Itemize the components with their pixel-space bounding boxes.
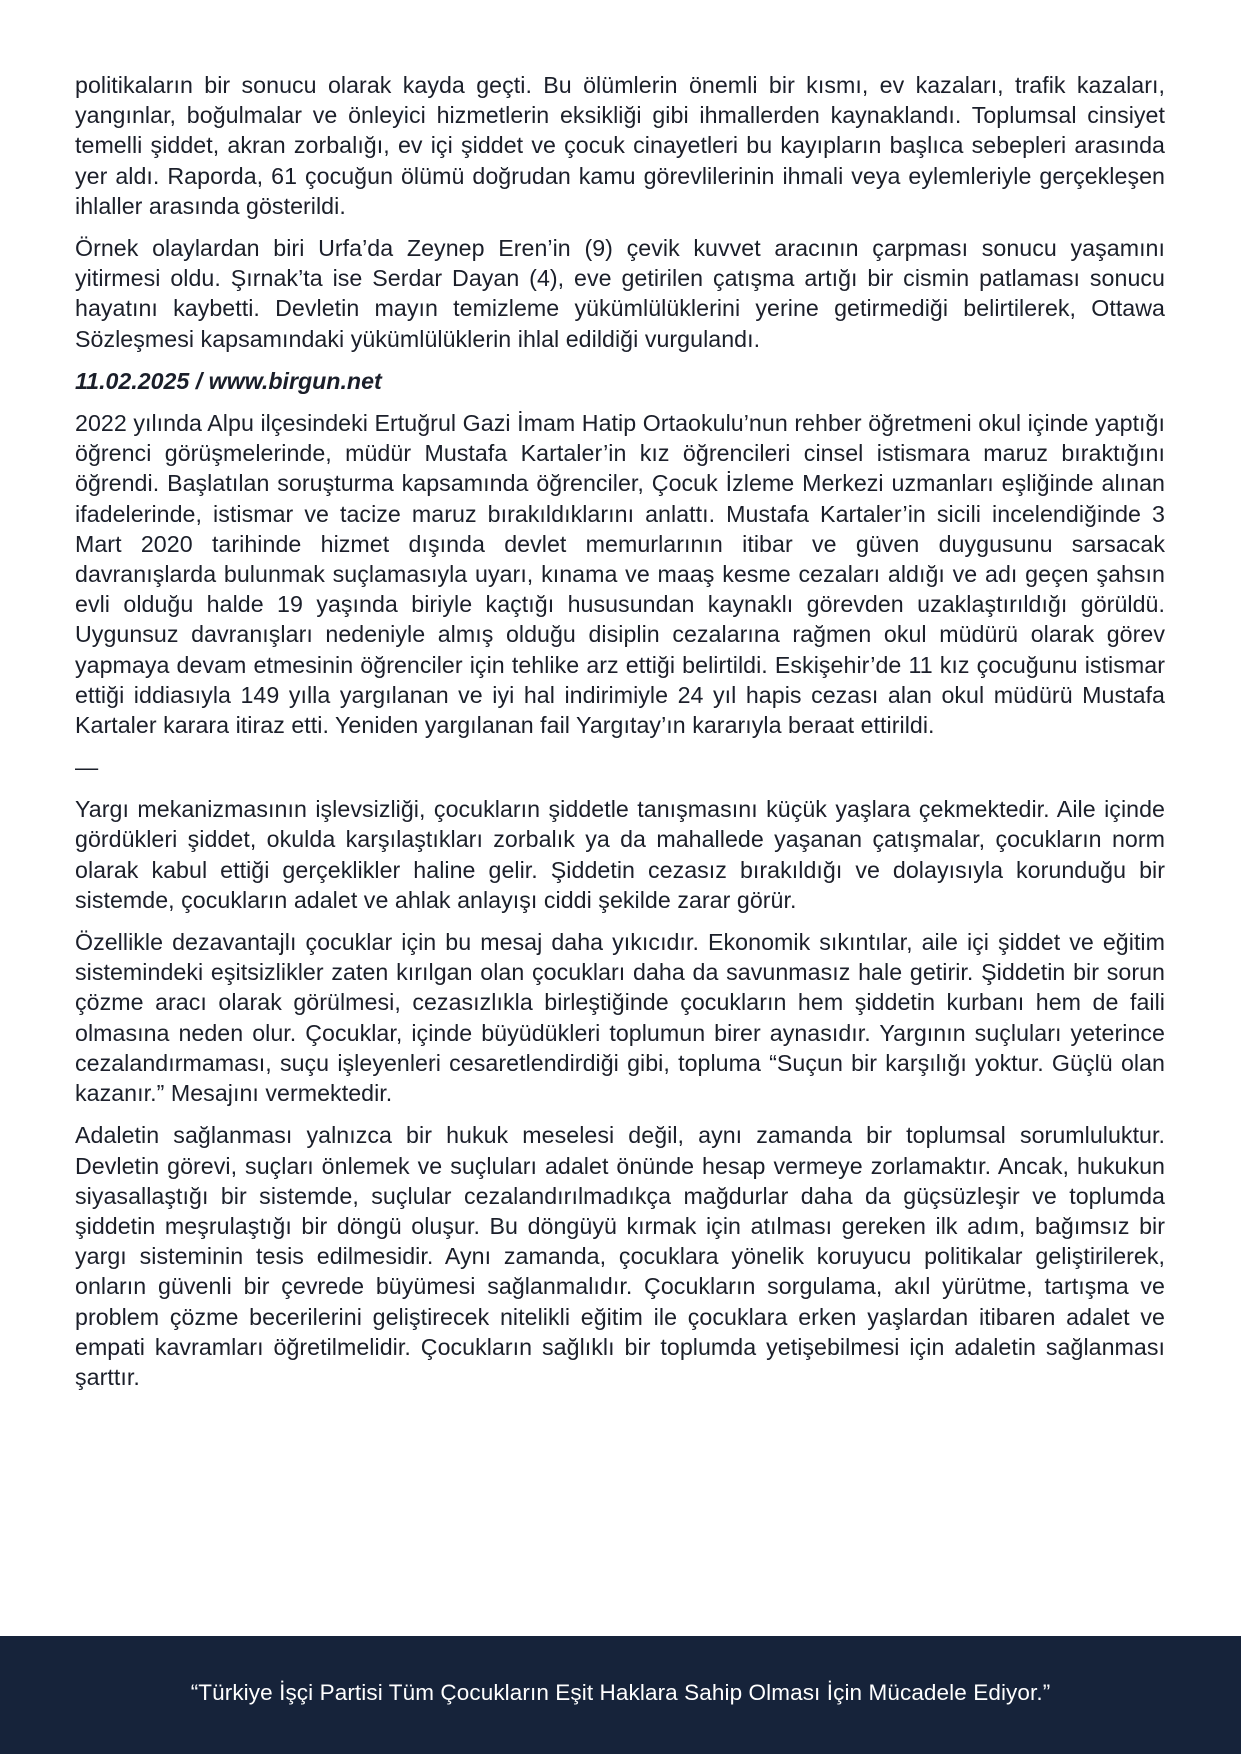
paragraph: Yargı mekanizmasının işlevsizliği, çocukların şiddetle tanışmasını küçük yaşlara çekmektedir. Aile içinde gördükleri şiddet, okulda karşılaştıkları zorbalık ya da mahallede yaşanan çatışmalar, çocukların norm olarak kabul ettiği gerçeklikler haline gelir. Şiddetin cezasız bırakıldığı ve dolayısıyla korunduğu bir sistemde, çocukların adalet ve ahlak anlayışı ciddi şekilde zarar görür. [75,796,1165,913]
section-separator: — [75,754,99,781]
paragraph: Özellikle dezavantajlı çocuklar için bu mesaj daha yıkıcıdır. Ekonomik sıkıntılar, aile içi şiddet ve eğitim sistemindeki eşitsizlikler zaten kırılgan olan çocukları daha da savunmasız hale getirir. Şiddetin bir sorun çözme aracı olarak görülmesi, cezasızlıkla birleştiğinde çocukların hem şiddetin kurbanı hem de faili olmasına neden olur. Çocuklar, içinde büyüdükleri toplumun birer aynasıdır. Yargının suçluları yeterince cezalandırmaması, suçu işleyenleri cesaretlendirdiği gibi, topluma “Suçun bir karşılığı yoktur. Güçlü olan kazanır.” Mesajını vermektedir. [75,929,1165,1107]
paragraph: Adaletin sağlanması yalnızca bir hukuk meselesi değil, aynı zamanda bir toplumsal sorumluluktur. Devletin görevi, suçları önlemek ve suçluları adalet önünde hesap vermeye zorlamaktır. Ancak, hukukun siyasallaştığı bir sistemde, suçlular cezalandırılmadıkça mağdurlar daha da güçsüzleşir ve toplumda şiddetin meşrulaştığı bir döngü oluşur. Bu döngüyü kırmak için atılması gereken ilk adım, bağımsız bir yargı sisteminin tesis edilmesidir. Aynı zamanda, çocuklara yönelik koruyucu politikalar geliştirilerek, onların güvenli bir çevrede büyümesi sağlanmalıdır. Çocukların sorgulama, akıl yürütme, tartışma ve problem çözme becerilerini geliştirecek nitelikli eğitim ile çocuklara erken yaşlardan itibaren adalet ve empati kavramları öğretilmelidir. Çocukların sağlıklı bir toplumda yetişebilmesi için adaletin sağlanması şarttır. [75,1122,1165,1390]
article-body [75,70,1165,1404]
paragraph: politikaların bir sonucu olarak kayda geçti. Bu ölümlerin önemli bir kısmı, ev kazaları, trafik kazaları, yangınlar, boğulmalar ve önleyici hizmetlerin eksikliği gibi ihmallerden kaynaklandı. Toplumsal cinsiyet temelli şiddet, akran zorbalığı, ev içi şiddet ve çocuk cinayetleri bu kayıpların başlıca sebepleri arasında yer aldı. Raporda, 61 çocuğun ölümü doğrudan kamu görevlilerinin ihmali veya eylemleriyle gerçekleşen ihlaller arasında gösterildi. [75,72,1165,219]
paragraph: 2022 yılında Alpu ilçesindeki Ertuğrul Gazi İmam Hatip Ortaokulu’nun rehber öğretmeni okul içinde yaptığı öğrenci görüşmelerinde, müdür Mustafa Kartaler’in kız öğrencileri cinsel istismara maruz bıraktığını öğrendi. Başlatılan soruşturma kapsamında öğrenciler, Çocuk İzleme Merkezi uzmanları eşliğinde alınan ifadelerinde, istismar ve tacize maruz bırakıldıklarını anlattı. Mustafa Kartaler’in sicili incelendiğinde 3 Mart 2020 tarihinde hizmet dışında devlet memurlarının itibar ve güven duygusunu sarsacak davranışlarda bulunmak suçlamasıyla uyarı, kınama ve maaş kesme cezaları aldığı ve adı geçen şahsın evli olduğu halde 19 yaşında biriyle kaçtığı hususundan kaynaklı görevden uzaklaştırıldığı görüldü. Uygunsuz davranışları nedeniyle almış olduğu disiplin cezalarına rağmen okul müdürü olarak görev yapmaya devam etmesinin öğrenciler için tehlike arz ettiği belirtildi. Eskişehir’de 11 kız çocuğunu istismar ettiği iddiasıyla 149 yılla yargılanan ve iyi hal indirimiyle 24 yıl hapis cezası alan okul müdürü Mustafa Kartaler karara itiraz etti. Yeniden yargılanan fail Yargıtay’ın kararıyla beraat ettirildi. [75,410,1165,739]
footer-banner [0,1636,1241,1754]
paragraph: Örnek olaylardan biri Urfa’da Zeynep Eren’in (9) çevik kuvvet aracının çarpması sonucu yaşamını yitirmesi oldu. Şırnak’ta ise Serdar Dayan (4), eve getirilen çatışma artığı bir cismin patlaması sonucu hayatını kaybetti. Devletin mayın temizleme yükümlülüklerini yerine getirmediği belirtilerek, Ottawa Sözleşmesi kapsamındaki yükümlülüklerin ihlal edildiği vurgulandı. [75,235,1165,352]
source-line: 11.02.2025 / www.birgun.net [75,367,382,394]
footer-quote: “Türkiye İşçi Partisi Tüm Çocukların Eşit Haklara Sahip Olması İçin Mücadele Ediyor.” [190,1680,1051,1705]
